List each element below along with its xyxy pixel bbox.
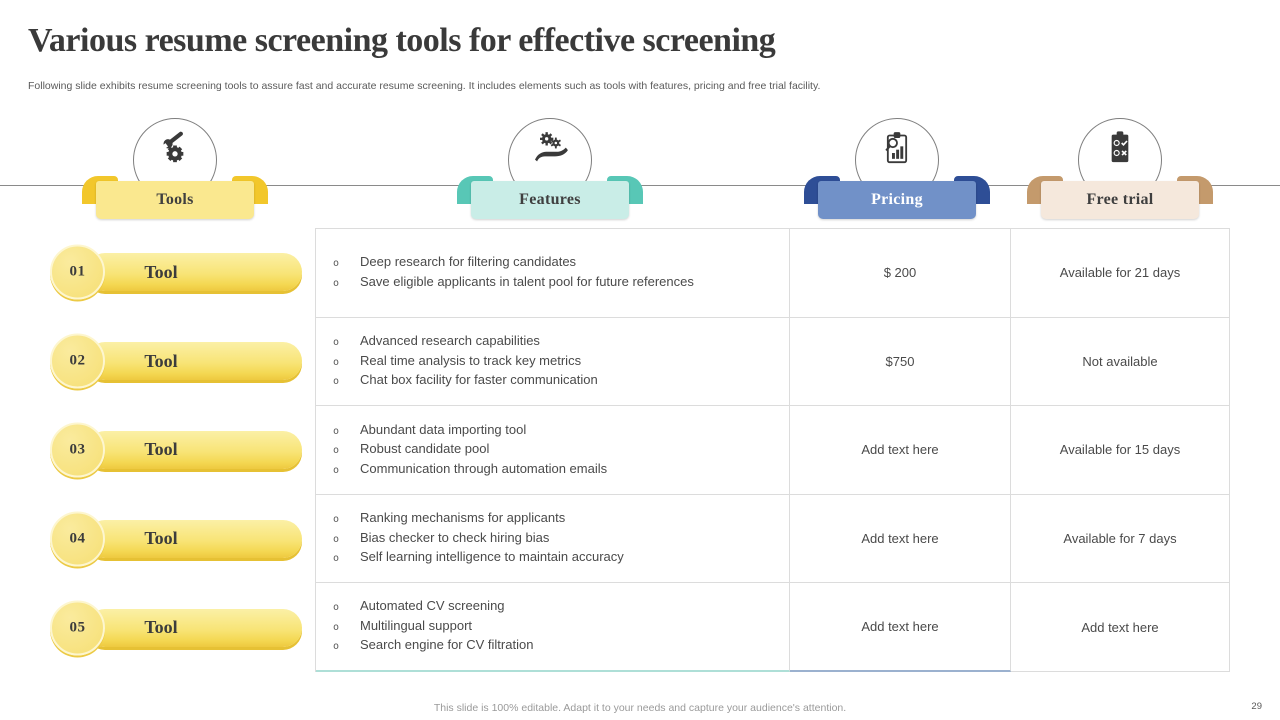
tool-number-badge: 05 (50, 600, 105, 655)
free-trial-cell: Not available (1011, 318, 1230, 407)
tool-button: Tool (86, 253, 302, 291)
pricing-cell: $750 (790, 318, 1011, 407)
table-row (316, 583, 1230, 672)
bullet-marker: o (333, 277, 340, 289)
feature-text: Abundant data importing tool (360, 421, 527, 437)
checklist-icon (1100, 128, 1140, 168)
tool-number-badge: 04 (50, 511, 105, 566)
feature-item (326, 273, 775, 293)
tool-button: Tool (86, 609, 302, 647)
feature-text: Chat box facility for faster communication (360, 372, 598, 388)
column-header-free-trial (1027, 118, 1213, 222)
bullet-marker: o (333, 356, 340, 368)
tool-item (50, 494, 304, 583)
bullet-marker: o (333, 514, 340, 526)
bullet-marker: o (333, 621, 340, 633)
feature-item (326, 597, 775, 617)
column-label-free-trial: Free trial (1041, 181, 1199, 219)
tool-item (50, 228, 304, 317)
feature-text: Deep research for filtering candidates (360, 254, 577, 270)
column-header-pricing (804, 118, 990, 222)
feature-item (326, 529, 775, 549)
feature-text: Automated CV screening (360, 598, 505, 614)
column-label-features: Features (471, 181, 629, 219)
feature-item (326, 548, 775, 568)
tool-number-badge: 01 (50, 245, 105, 300)
free-trial-cell: Available for 15 days (1011, 406, 1230, 495)
feature-item (326, 509, 775, 529)
footer-note: This slide is 100% editable. Adapt it to your needs and capture your audience's attention. (433, 702, 847, 714)
column-label-tools: Tools (96, 181, 254, 219)
tool-button: Tool (86, 520, 302, 558)
feature-item (326, 352, 775, 372)
bullet-marker: o (333, 464, 340, 476)
tool-button: Tool (86, 431, 302, 469)
free-trial-cell: Available for 7 days (1011, 495, 1230, 584)
chart-magnifier-icon (877, 128, 917, 168)
gear-wrench-icon (155, 128, 195, 168)
table-row (316, 406, 1230, 495)
column-header-features (457, 118, 643, 222)
comparison-table (315, 228, 1230, 672)
pricing-cell: $ 200 (790, 229, 1011, 318)
bullet-marker: o (333, 258, 340, 270)
feature-item (326, 253, 775, 273)
bullet-marker: o (333, 602, 340, 614)
feature-item (326, 371, 775, 391)
features-cell (316, 406, 790, 495)
feature-item (326, 636, 775, 656)
feature-text: Multilingual support (360, 617, 473, 633)
feature-text: Search engine for CV filtration (360, 637, 534, 653)
column-label-pricing: Pricing (818, 181, 976, 219)
pricing-cell: Add text here (790, 583, 1011, 672)
tool-list (50, 228, 304, 672)
pricing-cell: Add text here (790, 495, 1011, 584)
features-cell (316, 583, 790, 672)
feature-text: Advanced research capabilities (360, 333, 540, 349)
column-header-tools (82, 118, 268, 222)
features-cell (316, 495, 790, 584)
free-trial-cell: Add text here (1011, 583, 1230, 672)
table-row (316, 318, 1230, 407)
page-number: 29 (1251, 701, 1262, 712)
tool-button: Tool (86, 342, 302, 380)
tool-number-badge: 03 (50, 422, 105, 477)
feature-text: Bias checker to check hiring bias (360, 529, 550, 545)
table-row (316, 229, 1230, 318)
tool-item (50, 406, 304, 495)
bullet-marker: o (333, 445, 340, 457)
feature-text: Save eligible applicants in talent pool for future references (360, 273, 694, 289)
feature-item (326, 332, 775, 352)
pricing-cell: Add text here (790, 406, 1011, 495)
bullet-marker: o (333, 337, 340, 349)
bullet-marker: o (333, 641, 340, 653)
feature-item (326, 440, 775, 460)
free-trial-cell: Available for 21 days (1011, 229, 1230, 318)
feature-item (326, 421, 775, 441)
feature-text: Ranking mechanisms for applicants (360, 510, 566, 526)
tools-ribbon (82, 176, 268, 222)
features-cell (316, 229, 790, 318)
tool-item (50, 317, 304, 406)
pricing-ribbon (804, 176, 990, 222)
feature-item (326, 460, 775, 480)
free-trial-ribbon (1027, 176, 1213, 222)
feature-text: Communication through automation emails (360, 460, 608, 476)
page-title: Various resume screening tools for effective screening (28, 22, 776, 59)
tool-item (50, 583, 304, 672)
bullet-marker: o (333, 376, 340, 388)
table-row (316, 495, 1230, 584)
feature-item (326, 617, 775, 637)
feature-text: Robust candidate pool (360, 441, 490, 457)
feature-text: Real time analysis to track key metrics (360, 352, 582, 368)
hand-gears-icon (530, 128, 570, 168)
bullet-marker: o (333, 553, 340, 565)
page-subtitle: Following slide exhibits resume screening tools to assure fast and accurate resume screening. It includes elements such as tools with features, pricing and free trial facility. (28, 80, 821, 92)
tool-number-badge: 02 (50, 334, 105, 389)
bullet-marker: o (333, 425, 340, 437)
bullet-marker: o (333, 533, 340, 545)
features-ribbon (457, 176, 643, 222)
features-cell (316, 318, 790, 407)
feature-text: Self learning intelligence to maintain accuracy (360, 549, 624, 565)
